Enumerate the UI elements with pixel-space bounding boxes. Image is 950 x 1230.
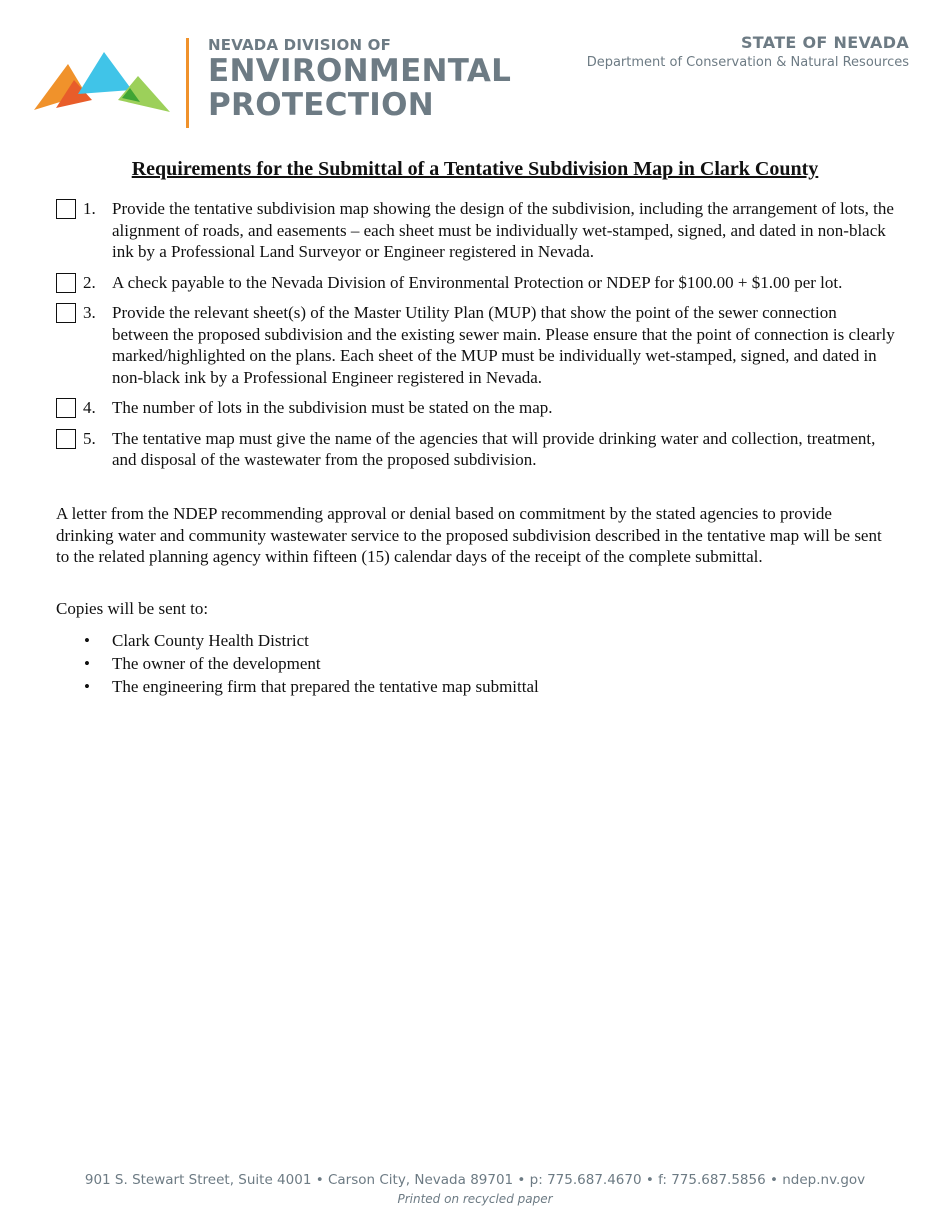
page-title: Requirements for the Submittal of a Tentative Subdivision Map in Clark County xyxy=(131,158,819,180)
requirement-text: A check payable to the Nevada Division of Environmental Protection or NDEP for $100.00 + $1.00 per lot. xyxy=(112,272,843,292)
copies-intro: Copies will be sent to: xyxy=(56,599,209,618)
requirement-number: 2. xyxy=(83,272,96,292)
bullet-icon: • xyxy=(84,631,90,650)
list-item xyxy=(56,629,886,652)
logo-line-1: NEVADA DIVISION OF xyxy=(208,36,392,54)
copy-recipient: The owner of the development xyxy=(112,654,321,673)
requirement-text: Provide the tentative subdivision map showing the design of the subdivision, including the arrangement of lots, the alignment of roads, and easements – each sheet must be individually wet-stamped, signed, and dated in non-black ink by a Professional Land Surveyor or Engineer registered in Nevada. xyxy=(112,199,894,261)
requirement-checkbox[interactable] xyxy=(56,429,76,449)
requirement-number: 1. xyxy=(83,199,96,218)
list-item xyxy=(56,675,886,698)
requirement-number: 4. xyxy=(83,398,96,417)
requirement-text: Provide the relevant sheet(s) of the Master Utility Plan (MUP) that show the point of the sewer connection between the proposed subdivision and the existing sewer main. Please ensure that the point of connection is clearly marked/highlighted on the plans. Each sheet of the MUP must be individually wet-stamped, signed, and dated in non-black ink by a Professional Engineer registered in Nevada. xyxy=(112,303,895,387)
letter-paragraph: A letter from the NDEP recommending approval or denial based on commitment by the stated agencies to provide drinking water and community wastewater service to the proposed subdivision described in the tentative map will be sent to the related planning agency within fifteen (15) calendar days of the receipt of the complete submittal. xyxy=(56,504,882,566)
bullet-icon: • xyxy=(84,677,90,696)
state-header xyxy=(587,33,909,73)
requirement-text: The number of lots in the subdivision must be stated on the map. xyxy=(112,398,553,417)
state-department: Department of Conservation & Natural Resources xyxy=(586,55,909,70)
requirement-text: The tentative map must give the name of the agencies that will provide drinking water and collection, treatment, and disposal of the wastewater from the proposed subdivision. xyxy=(112,428,876,469)
copies-list xyxy=(56,629,886,698)
copy-recipient: Clark County Health District xyxy=(112,631,309,650)
logo-line-3: PROTECTION xyxy=(208,87,434,123)
requirement-item xyxy=(56,198,896,263)
requirement-number: 3. xyxy=(83,303,96,322)
requirements-checklist xyxy=(56,198,896,471)
requirement-number: 5. xyxy=(83,428,96,448)
requirement-item xyxy=(56,397,896,419)
list-item xyxy=(56,652,886,675)
requirement-item xyxy=(56,428,896,471)
requirement-checkbox[interactable] xyxy=(56,303,76,323)
ndep-mountain-logo-icon xyxy=(34,50,170,114)
logo-divider xyxy=(186,38,189,128)
copy-recipient: The engineering firm that prepared the tentative map submittal xyxy=(112,677,539,696)
requirement-checkbox[interactable] xyxy=(56,398,76,418)
bullet-icon: • xyxy=(84,654,90,673)
state-title: STATE OF NEVADA xyxy=(740,33,909,52)
requirement-item xyxy=(56,272,896,294)
requirement-checkbox[interactable] xyxy=(56,273,76,293)
footer-note: Printed on recycled paper xyxy=(397,1192,553,1206)
requirement-checkbox[interactable] xyxy=(56,199,76,219)
logo-line-2: ENVIRONMENTAL xyxy=(208,53,512,89)
agency-logo-text xyxy=(208,36,511,122)
footer-address: 901 S. Stewart Street, Suite 4001 • Carson City, Nevada 89701 • p: 775.687.4670 • f: 775.687.5856 • ndep.nv.gov xyxy=(84,1172,866,1188)
requirement-item xyxy=(56,302,896,388)
